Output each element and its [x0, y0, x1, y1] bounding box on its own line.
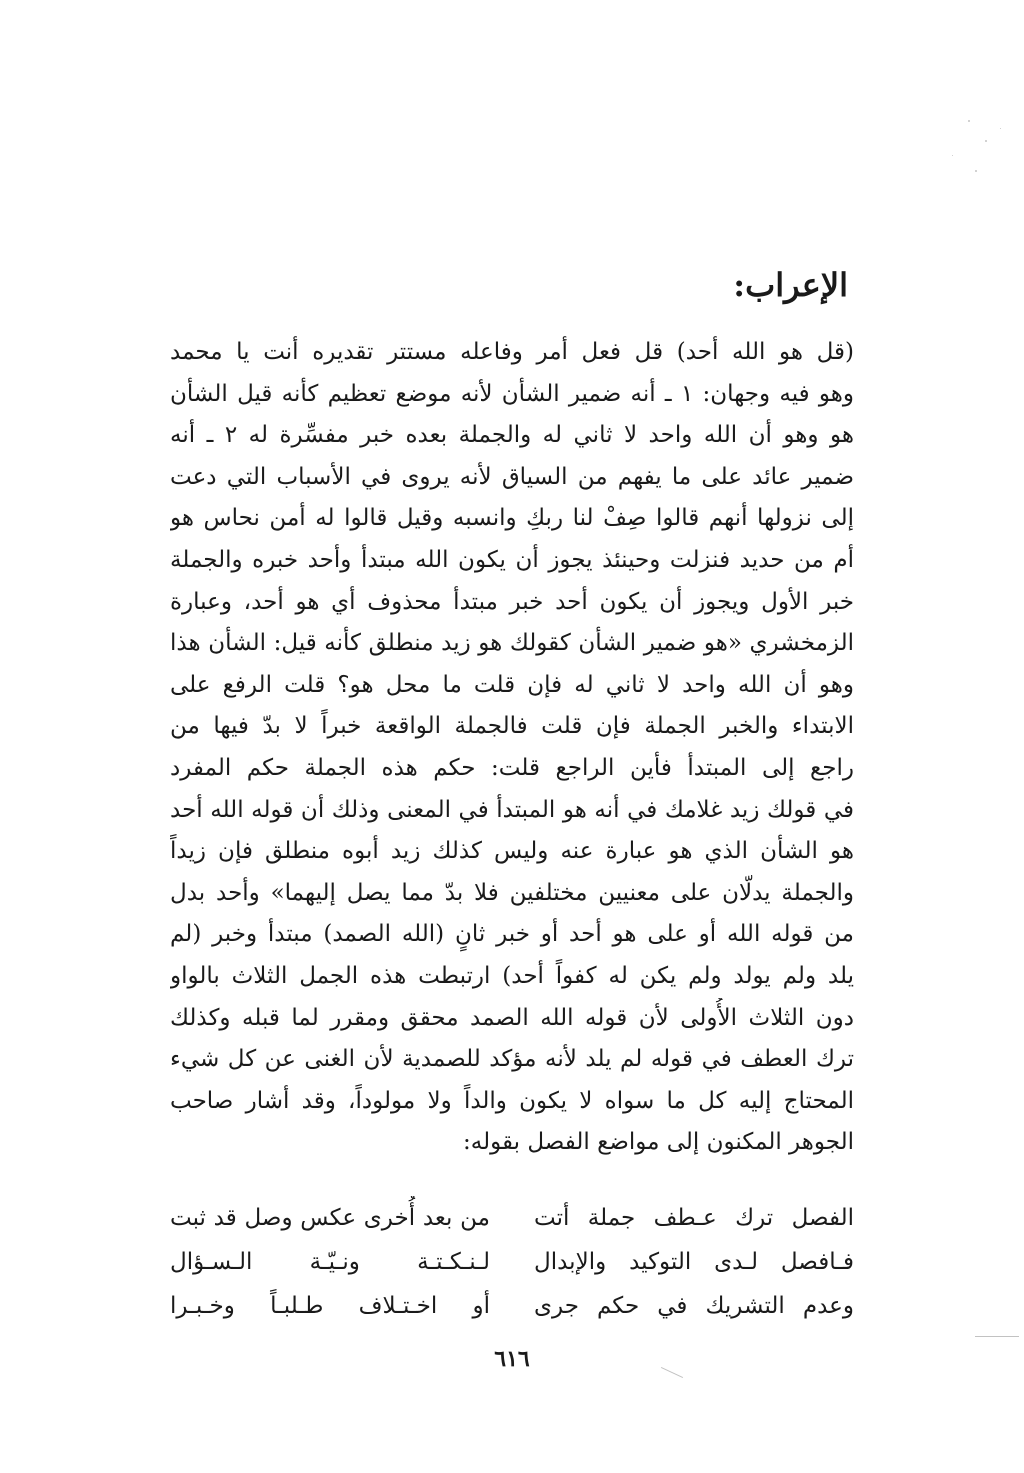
page-number: ٦١٦: [494, 1346, 530, 1372]
verse-line: [170, 1196, 854, 1240]
verse-second-hemistich: من بعد أُخرى عكس وصل قد ثبت: [170, 1205, 490, 1231]
paragraph-line: وهو فيه وجهان: ١ ـ أنه ضمير الشأن لأنه موضع تعظيم كأنه قيل الشأن: [170, 380, 854, 407]
scan-speck: [968, 120, 970, 122]
paragraph-line: الجوهر المكنون إلى مواضع الفصل بقوله:: [463, 1129, 854, 1156]
paragraph-line: وهو أن الله واحد لا ثاني له فإن قلت ما محل هو؟ قلت الرفع على: [170, 671, 854, 698]
verse-first-hemistich: الفصل ترك عـطف جملة أتت: [534, 1205, 854, 1231]
scan-speck: [975, 170, 977, 172]
paragraph-line: من قوله الله أو على هو أحد أو خبر ثانٍ (الله الصمد) مبتدأ وخبر (لم: [170, 921, 854, 948]
scan-edge-mark: [975, 1336, 1019, 1337]
paragraph-line: (قل هو الله أحد) قل فعل أمر وفاعله مستتر تقديره أنت يا محمد: [170, 339, 854, 365]
paragraph-line: خبر الأول ويجوز أن يكون أحد خبر مبتدأ محذوف أي هو أحد، وعبارة: [170, 588, 854, 615]
paragraph-line: يلد ولم يولد ولم يكن له كفواً أحد) ارتبطت هذه الجمل الثلاث بالواو: [170, 962, 854, 989]
paragraph-line: في قولك زيد غلامك في أنه هو المبتدأ في المعنى وذلك أن قوله الله أحد: [170, 796, 854, 823]
paragraph-line: أم من حديد فنزلت وحينئذ يجوز أن يكون الله مبتدأ وأحد خبره والجملة: [170, 546, 854, 573]
paragraph-line: ترك العطف في قوله لم يلد لأنه مؤكد للصمدية لأن الغنى عن كل شيء: [170, 1046, 854, 1073]
verse-first-hemistich: فـافصل لـدى التوكيد والإبدال: [534, 1249, 854, 1275]
poem-verses: [170, 1196, 854, 1328]
verse-second-hemistich: لـنـكـتـة ونـيّـة الـسـؤال: [170, 1249, 490, 1275]
paragraph-line: والجملة يدلّان على معنيين مختلفين فلا بدّ مما يصل إليهما» وأحد بدل: [170, 879, 854, 906]
paragraph-line: هو الشأن الذي هو عبارة عنه وليس كذلك زيد أبوه منطلق فإن زيداً: [170, 838, 854, 865]
verse-second-hemistich: أو اخـتـلاف طـلبـاً وخـبـرا: [170, 1293, 490, 1319]
scan-speck: [952, 155, 953, 156]
verse-line: [170, 1240, 854, 1284]
scan-speck: [985, 140, 987, 142]
paragraph-line: ضمير عائد على ما يفهم من السياق لأنه يروى في الأسباب التي دعت: [170, 463, 854, 490]
paragraph-line: المحتاج إليه كل ما سواه لا يكون والداً ولا مولوداً، وقد أشار صاحب: [170, 1087, 854, 1114]
verse-first-hemistich: وعدم التشريك في حكم جرى: [534, 1293, 854, 1319]
body-paragraph: [170, 332, 854, 1164]
paragraph-line: هو وهو أن الله واحد لا ثاني له والجملة بعده خبر مفسِّرة له ٢ ـ أنه: [170, 422, 854, 449]
paragraph-line: راجع إلى المبتدأ فأين الراجع قلت: حكم هذه الجملة حكم المفرد: [170, 754, 854, 781]
paragraph-line: الزمخشري «هو ضمير الشأن كقولك هو زيد منطلق كأنه قيل: الشأن هذا: [170, 630, 854, 657]
paragraph-line: إلى نزولها أنهم قالوا صِفْ لنا ربكِ وانسبه وقيل قالوا له أمن نحاس هو: [170, 505, 854, 532]
paragraph-line: دون الثلاث الأُولى لأن قوله الله الصمد محقق ومقرر لما قبله وكذلك: [170, 1004, 854, 1031]
scan-speck: [1000, 128, 1001, 129]
paragraph-line: الابتداء والخبر الجملة فإن قلت فالجملة الواقعة خبراً لا بدّ فيها من: [170, 713, 854, 740]
verse-line: [170, 1284, 854, 1328]
section-heading: الإعراب:: [733, 266, 848, 304]
